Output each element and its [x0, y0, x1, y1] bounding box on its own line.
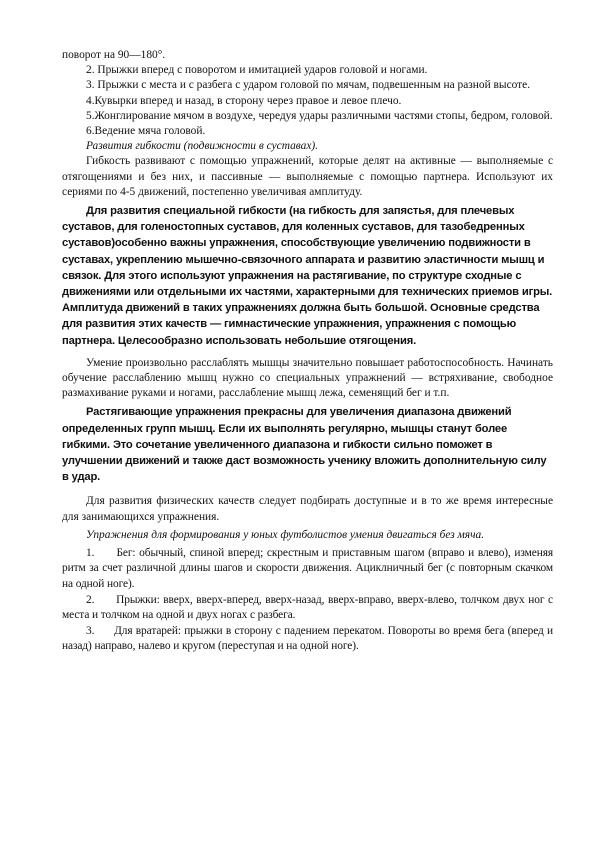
list-item-5: 5.Жонглирование мячом в воздухе, чередуя удары различными частями стопы, бедром, головой. [86, 109, 553, 122]
text-line-continuation: поворот на 90—180°. [62, 49, 166, 61]
paragraph-special-flexibility: Для развития специальной гибкости (на гибкость для запястья, для плечевых суставов, для голеностопных суставов, для коленных суставов, для тазобедренных суставов)особенно важны упражнения, способствующие увеличению подвижности в суставах, укреплению мышечно-связочного аппарата и развитию эластичности мышц и связок. Для этого используют упражнения на растягивание, по структуре сходные с движениями или отдельными их частями, характерными для технических приемов игры. Амплитуда движений в таких упражнениях должна быть большой. Основные средства для развития этих качеств — гимнастические упражнения, упражнения с помощью партнера. Целесообразно использовать небольшие отягощения. [62, 205, 553, 347]
document-page [62, 48, 553, 655]
list-item-3: 3. Прыжки с места и с разбега с ударом головой по мячам, подвешенным на разной высоте. [86, 79, 531, 92]
list-text: Прыжки: вверх, вверх-вперед, вверх-назад, вверх-вправо, вверх-влево, толчком двух ног с места и толчком на одной и двух ногах с разбега. [62, 593, 553, 621]
list-text: Бег: обычный, спиной вперед; скрестным и приставным шагом (вправо и влево), изменяя ритм за счет различной длины шагов и скорости движения. Ациклничный бег (с повторным скачком на одной ноге). [62, 547, 553, 590]
paragraph-relaxation: Умение произвольно расслаблять мышцы значительно повышает работоспособность. Начинать обучение расслаблению мышц нужно со специальных упражнений — встряхивание, свободное размахивание руками и ногами, расслабление мышц лежа, семенящий бег и т.п. [62, 356, 553, 400]
paragraph-physical-qualities: Для развития физических качеств следует подбирать доступные и в то же время интересные для занимающихся упражнения. [62, 495, 553, 523]
list-item-6: 6.Ведение мяча головой. [86, 125, 206, 138]
numbered-list-item-1 [62, 546, 553, 592]
numbered-list-item-3 [62, 624, 553, 654]
list-item-4: 4.Кувырки вперед и назад, в сторону через правое и левое плечо. [86, 94, 402, 107]
list-number: 3. [86, 625, 95, 638]
section-heading-movement-without-ball: Упражнения для формирования у юных футболистов умения двигаться без мяча. [86, 528, 485, 541]
section-heading-flexibility: Развития гибкости (подвижности в суставах). [86, 140, 319, 153]
paragraph-stretching: Растягивающие упражнения прекрасны для увеличения диапазона движений определенных групп мышц. Если их выполнять регулярно, мышцы станут более гибкими. Это сочетание увеличенного диапазона и гибкости сильно поможет в улучшении движений и также даст возможность ученику вложить дополнительную силу в удар. [62, 406, 547, 484]
list-text: Для вратарей: прыжки в сторону с падением перекатом. Повороты во время бега (вперед и назад) направо, налево и кругом (переступая и на одной ноге). [62, 625, 553, 653]
list-number: 1. [86, 547, 95, 560]
list-item-2: 2. Прыжки вперед с поворотом и имитацией ударов головой и ногами. [86, 64, 428, 77]
numbered-list-item-2 [62, 593, 553, 623]
paragraph-flexibility-intro: Гибкость развивают с помощью упражнений, которые делят на активные — выполняемые с отягощениями и без них, и пассивные — выполняемые с помощью партнера. Используют их сериями по 4-5 движений, постепенно увеличивая амплитуду. [62, 155, 553, 198]
list-number: 2. [86, 593, 95, 606]
